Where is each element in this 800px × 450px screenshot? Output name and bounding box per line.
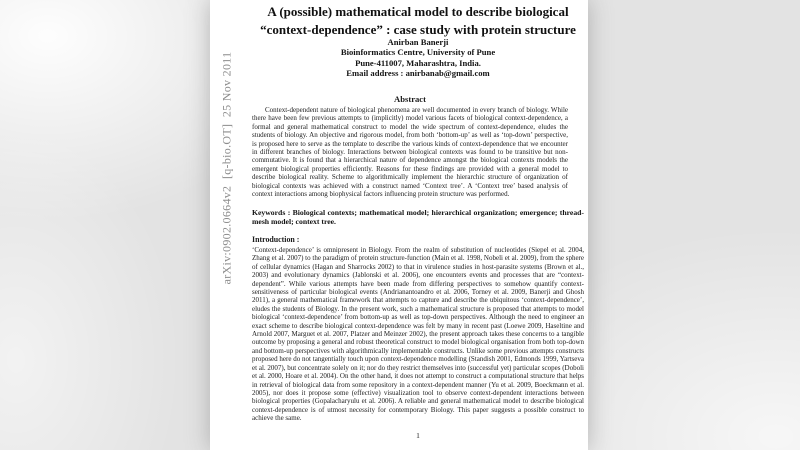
paper-content — [252, 0, 584, 450]
keywords-line: Keywords : Biological contexts; mathematical model; hierarchical organization; emergence; thread-mesh model; context tree. — [252, 208, 584, 227]
abstract-text: Context-dependent nature of biological phenomena are well documented in every branch of biology. While there have been few previous attempts to (implicitly) model various facets of biological context-dependence, a formal and general mathematical construct to model the wide spectrum of context-dependence, eludes the students of biology. An objective and rigorous model, from both ‘bottom-up’ as well as ‘top-down’ perspective, is proposed here to serve as the template to describe the various kinds of context-dependence that we encounter in different branches of biology. Interactions between biological contexts was found to be transitive but non-commutative. It is found that a hierarchical nature of dependence amongst the biological contexts models the emergent biological properties efficiently. Reasons for these findings are provided with a general model to describe biological reality. Scheme to algorithmically implement the hierarchic structure of organization of biological contexts was achieved with a construct named ‘Context tree’. A ‘Context tree’ based analysis of context interactions among biophysical factors influencing protein structure was performed. — [252, 106, 568, 199]
paper-page — [210, 0, 588, 450]
abstract-heading: Abstract — [394, 94, 426, 104]
email-line: Email address : anirbanab@gmail.com — [346, 67, 490, 78]
introduction-text: ‘Context-dependence’ is omnipresent in Biology. From the realm of substitution of nucleotides (Siepel et al. 2004, Zhang et al. 2007) to the paradigm of protein structure-function (Main et al. 1998, Nobeli et al. 2009), from the sphere of cellular dynamics (Hagan and Sharrocks 2002) to that in virulence studies in host-parasite systems (Brown et al., 2003) and evolutionary dynamics (Jablonski et al. 2006), one encounters events and processes that are “context-dependent”. While various attempts have been made from differing perspectives to somehow quantify context-sensitiveness of particular biological events (Andrianantoandro et al. 2006, Torney et al. 2009, Banerji and Ghosh 2011), a general mathematical framework that attempts to capture and describe the ubiquitous ‘context-dependence’, eludes the students of Biology. In the present work, such a mathematical structure is proposed that attempts to model biological ‘context-dependence’ from bottom-up as well as top-down perspectives. Although the need to engineer an exact scheme to describe biological context-dependence was felt by many in recent past (Loewe 2009, Haseltine and Arnold 2007, Marguet et al. 2007, Platzer and Meinzer 2002), the present approach takes these concerns to a tangible outcome by proposing a general and robust theoretical construct to model biological organisation from both top-down and bottom-up perspectives with algorithmically implementable constructs. Unlike some previous attempts constructs proposed here do not tangentially touch upon context-dependence modelling (Standish 2001, Edmonds 1999, Yartseva et al. 2007), but concentrate solely on it; nor do they restrict themselves into (successful yet) particular scopes (Doboli et al. 2000, Hoare et al. 2004). On the other hand, it does not attempt to construct a computational structure that helps in retrieval of biological data from some repository in a context-dependent manner (Yu et al. 2009, Boeckmann et al. 2005), nor does it propose some (effective) visualization tool to observe context-dependent interactions between biological properties (Gopalacharyulu et al. 2006). A reliable and general mathematical model to describe biological context-dependence is of utmost necessity for contemporary Biology. This paper suggests a possible construct to achieve the same. — [252, 246, 584, 423]
introduction-heading: Introduction : — [252, 235, 300, 244]
affiliation-line-2: Pune-411007, Maharashtra, India. — [355, 57, 481, 68]
paper-title-line-1: A (possible) mathematical model to describe biological — [267, 4, 569, 19]
arxiv-watermark: arXiv:0902.0664v2 [q-bio.OT] 25 Nov 2011 — [219, 51, 234, 285]
paper-title — [244, 3, 592, 38]
author-name: Anirban Banerji — [387, 37, 449, 47]
author-block — [252, 37, 584, 78]
page-number: 1 — [416, 431, 420, 440]
affiliation-line-1: Bioinformatics Centre, University of Pune — [340, 47, 496, 58]
paper-title-line-2: “context-dependence” : case study with protein structure — [260, 21, 576, 37]
